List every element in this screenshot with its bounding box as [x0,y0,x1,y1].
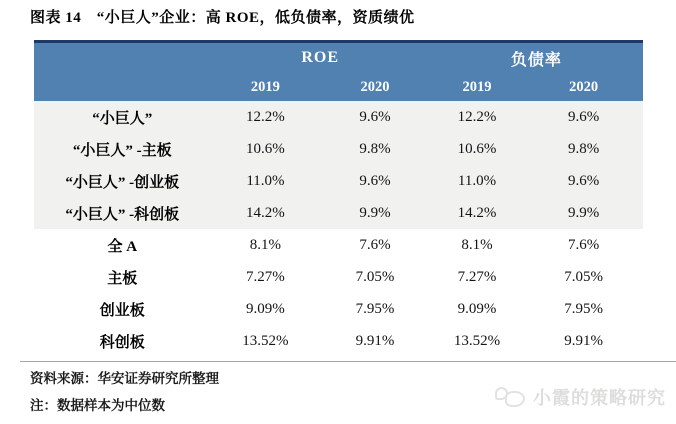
footer-divider [20,361,676,362]
row-label: 科创板 [99,334,145,351]
table-cell: 7.27% [246,268,285,285]
table-cell: 9.9% [359,204,391,221]
watermark [495,384,666,410]
table-row [34,133,643,165]
table-row [34,293,643,325]
table-header [34,43,643,101]
group-header-row [34,43,643,73]
row-label: 主板 [107,270,138,287]
table-cell: 9.9% [567,204,600,221]
data-table [34,40,643,357]
row-label: “小巨人” -主板 [72,142,172,159]
table-cell: 9.09% [246,300,285,317]
table-row [34,229,643,261]
table-cell: 9.6% [359,172,391,189]
row-label: 创业板 [99,302,145,319]
table-cell: 7.6% [359,236,391,253]
roe-debt-table [34,43,643,357]
table-cell: 8.1% [249,236,282,253]
table-cell: 13.52% [453,332,501,349]
table-cell: 9.6% [567,108,600,125]
table-cell: 10.6% [457,140,497,157]
watermark-text: 小霞的策略研究 [533,388,666,408]
data-note: 注：数据样本为中位数 [30,398,165,413]
table-cell: 9.6% [567,172,600,189]
table-cell: 7.6% [567,236,600,253]
figure-title: 图表 14 “小巨人”企业：高 ROE，低负债率，资质绩优 [30,10,415,26]
table-cell: 10.6% [246,140,285,157]
table-row [34,165,643,197]
year-header: 2019 [430,73,524,101]
table-row [34,101,643,133]
source-note: 资料来源：华安证券研究所整理 [30,371,219,386]
table-cell: 11.0% [246,172,285,189]
table-row [34,325,643,357]
year-header: 2020 [524,73,643,101]
table-body [34,101,643,357]
table-cell: 7.95% [355,300,395,317]
table-cell: 12.2% [457,108,497,125]
roe-group-header: ROE [211,43,430,73]
table-row [34,261,643,293]
table-cell: 14.2% [457,204,497,221]
table-cell: 7.05% [355,268,395,285]
table-cell: 7.27% [457,268,497,285]
table-cell: 9.6% [359,108,391,125]
table-cell: 11.0% [457,172,497,189]
row-label: 全 A [107,238,138,255]
row-label: “小巨人” [92,110,153,127]
year-header: 2019 [211,73,321,101]
year-header: 2020 [320,73,430,101]
table-cell: 9.8% [359,140,391,157]
watermark-logo-icon [495,385,529,409]
table-row [34,197,643,229]
debt-ratio-group-header: 负债率 [430,43,643,73]
table-cell: 12.2% [246,108,285,125]
table-cell: 8.1% [461,236,493,253]
table-cell: 14.2% [246,204,285,221]
table-cell: 7.95% [564,300,603,317]
label-column-header [34,43,211,101]
row-label: “小巨人” -创业板 [65,174,180,191]
table-cell: 9.8% [567,140,600,157]
table-cell: 9.09% [457,300,497,317]
table-cell: 7.05% [564,268,603,285]
row-label: “小巨人” -科创板 [65,206,180,223]
table-cell: 9.91% [564,332,603,349]
table-cell: 9.91% [355,332,395,349]
table-cell: 13.52% [242,332,289,349]
